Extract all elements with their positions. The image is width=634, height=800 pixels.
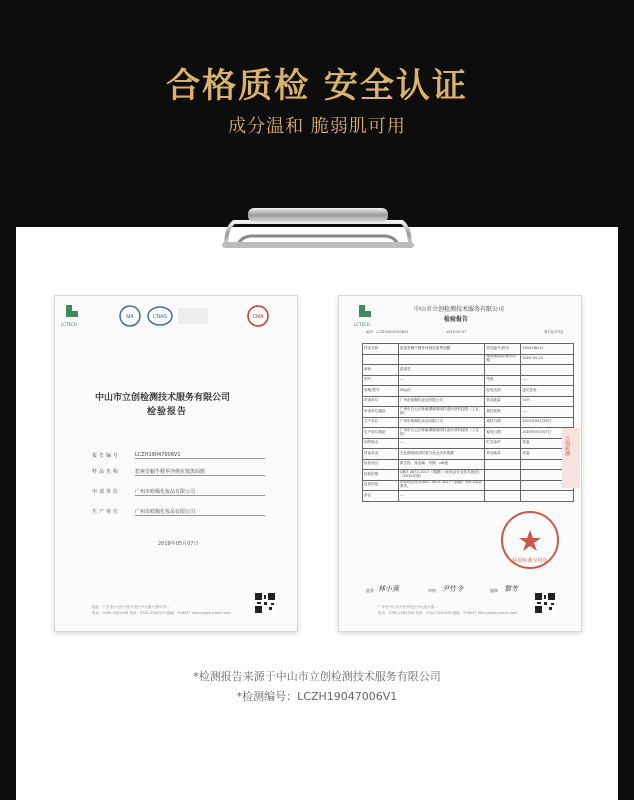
table-cell: 无色透明液体附着白色无纺布面膜 [398, 449, 485, 460]
left-doc-date: 2019年05月07日 [158, 541, 199, 547]
left-doc-type: 检验报告 [147, 407, 188, 417]
table-cell: 型号 [363, 375, 399, 386]
table-cell: 申请单位 [363, 396, 399, 407]
table-row [363, 417, 574, 428]
table-row [363, 344, 574, 355]
right-report-date: 2019-05-07 [446, 330, 467, 334]
table-row [363, 470, 574, 481]
right-footer-line-2: 电话：0760-2281028 传真：0760-2281029 邮编：528437 http://www.lctech.com [378, 611, 517, 615]
table-cell [485, 459, 521, 470]
table-row [363, 354, 574, 365]
table-cell [398, 354, 485, 365]
table-cell [485, 365, 521, 376]
row-value-report-no: LCZH19047006V1 [135, 452, 265, 459]
table-cell: 10片 [521, 396, 574, 407]
left-company-name: 中山市立创检测技术服务有限公司 [95, 393, 231, 403]
table-cell [485, 470, 521, 481]
table-cell: 样品编号/批号 [485, 344, 521, 355]
edge-seal-text: 立创检测 [564, 436, 570, 456]
table-cell: 广州市白云区钟落潭镇茶园村委民营科技园（工业园） [398, 407, 485, 418]
table-cell: 样品状况 [363, 449, 399, 460]
table-cell: 样品数量 [485, 396, 521, 407]
table-row [363, 375, 574, 386]
table-cell: 微生物、重金属、甲醇、pH值 [398, 459, 485, 470]
table-cell [363, 354, 399, 365]
lctech-logo-icon [63, 302, 81, 320]
table-row [363, 428, 574, 439]
right-report-no: 编号：LCZH19047006V1 [366, 330, 409, 334]
table-cell: ---- [521, 407, 574, 418]
signature-approver: 林小燕 [378, 585, 399, 593]
table-cell: 生产单位地址 [363, 428, 399, 439]
table-row [363, 438, 574, 449]
table-cell: 检验类别 [485, 386, 521, 397]
table-row [363, 449, 574, 460]
signature-compiler: 黎芳 [504, 585, 518, 593]
table-cell: 抽样地点 [363, 438, 399, 449]
page-subtitle: 成分温和 脆弱肌可用 [228, 116, 406, 137]
table-cell: 检验依据 [363, 470, 399, 481]
table-cell: 2019年04月29日 [521, 417, 574, 428]
table-cell: 检验日期 [485, 428, 521, 439]
table-cell: 样品名称 [363, 344, 399, 355]
table-cell: 申请单位地址 [363, 407, 399, 418]
table-cell: QB/T 2872-2017《面膜》《化妆品安全技术规范》（2015年版） [398, 470, 485, 481]
table-cell: 规格/型号 [363, 386, 399, 397]
table-cell: 广州市白云区钟落潭镇茶园村委民营科技园（工业园） [398, 428, 485, 439]
svg-text:CMA: CMA [252, 314, 264, 320]
right-page-number: 第1页/共3页 [544, 330, 564, 334]
table-cell: 商标 [363, 365, 399, 376]
svg-text:MA: MA [126, 314, 134, 320]
logo-caption: LCTECH [61, 322, 77, 327]
table-row [363, 396, 574, 407]
report-table [362, 343, 574, 502]
table-cell: 检验结论 [363, 480, 399, 491]
table-row [363, 491, 574, 502]
table-row [363, 480, 574, 491]
table-cell: 所检项目符合QB/T 2872-2017《面膜》第5.3条款要求。 [398, 480, 485, 491]
report-cover-page [54, 295, 298, 632]
table-cell: 抽样基数 [485, 407, 521, 418]
table-cell: 等级 [485, 375, 521, 386]
left-footer-line-1: 地址：广东省中山市火炬开发区中山港大道97号... [92, 605, 170, 609]
table-cell: 2022.04.15 [521, 354, 574, 365]
row-value-producer: 广州市欧佩化妆品有限公司 [135, 508, 265, 516]
right-doc-type: 检验报告 [444, 316, 469, 323]
table-cell: --- [398, 375, 485, 386]
table-cell: ---- [398, 438, 485, 449]
report-number-note: *检测编号：LCZH19047006V1 [236, 690, 398, 703]
row-label-sample: 样品名称 [92, 469, 121, 475]
table-cell: 保质期/限用使用日期 [485, 354, 521, 365]
table-row [363, 365, 574, 376]
table-cell [521, 365, 574, 376]
table-cell: 委托检验 [521, 386, 574, 397]
table-cell: 常温 [521, 449, 574, 460]
right-footer-line-1: 广东省中山市火炬开发区中山港大道... [378, 605, 438, 609]
sign-label-compile: 编制 [490, 588, 498, 593]
table-cell: 19041f6v11 [521, 344, 574, 355]
table-cell: 到样日期 [485, 417, 521, 428]
signature-reviewer: 尹竹令 [442, 585, 463, 593]
svg-text:CNAS: CNAS [153, 314, 167, 320]
table-cell: 25g/片 [398, 386, 485, 397]
table-cell: 备注 [363, 491, 399, 502]
row-label-report-no: 报告编号 [92, 453, 121, 459]
table-row [363, 407, 574, 418]
lctech-logo-icon-right [356, 302, 374, 320]
table-cell: 碧素堂蜗牛精华净颜抗皱黑面膜 [398, 344, 485, 355]
left-footer-line-2: 电话：0760-2281028 传真：0760-2281029 邮编：528437 http://www.lctech.com [92, 611, 231, 615]
sign-label-approve: 批准 [366, 588, 374, 593]
table-cell [485, 480, 521, 491]
certification-badges-icon [118, 302, 278, 332]
table-cell: 生产单位 [363, 417, 399, 428]
table-cell: 2019年05月07日 [521, 428, 574, 439]
sign-label-review: 审核 [428, 588, 436, 593]
table-cell: 检验项目 [363, 459, 399, 470]
report-source-note: *检测报告来源于中山市立创检测技术服务有限公司 [193, 670, 441, 683]
table-cell [485, 491, 521, 502]
right-company-name: 中山市立创检测技术服务有限公司 [414, 306, 505, 313]
left-qr-code-icon [254, 592, 276, 614]
row-value-sample: 碧素堂蜗牛精华净颜抗皱黑面膜 [135, 468, 265, 476]
table-cell: ---- [521, 375, 574, 386]
metal-clip-icon [220, 198, 416, 256]
table-cell: 常温 [521, 438, 574, 449]
row-label-applicant: 申请单位 [92, 489, 121, 495]
logo-caption-right: LCTECH [354, 322, 370, 327]
table-cell: 样品数量 [485, 449, 521, 460]
inspection-stamp-icon [498, 508, 562, 572]
right-qr-code-icon [534, 592, 556, 614]
row-value-applicant: 广州市欧佩化妆品有限公司 [135, 488, 265, 496]
row-label-producer: 生产单位 [92, 509, 121, 515]
table-row [363, 459, 574, 470]
table-cell [521, 491, 574, 502]
svg-text:检验检测专用章: 检验检测专用章 [512, 558, 548, 564]
table-cell: --- [398, 491, 485, 502]
table-cell: 贮存条件 [485, 438, 521, 449]
table-cell: 广州市欧佩化妆品有限公司 [398, 396, 485, 407]
page-title: 合格质检 安全认证 [166, 66, 468, 106]
table-row [363, 386, 574, 397]
table-cell: 碧素堂 [398, 365, 485, 376]
table-cell: 广州市欧佩化妆品有限公司 [398, 417, 485, 428]
